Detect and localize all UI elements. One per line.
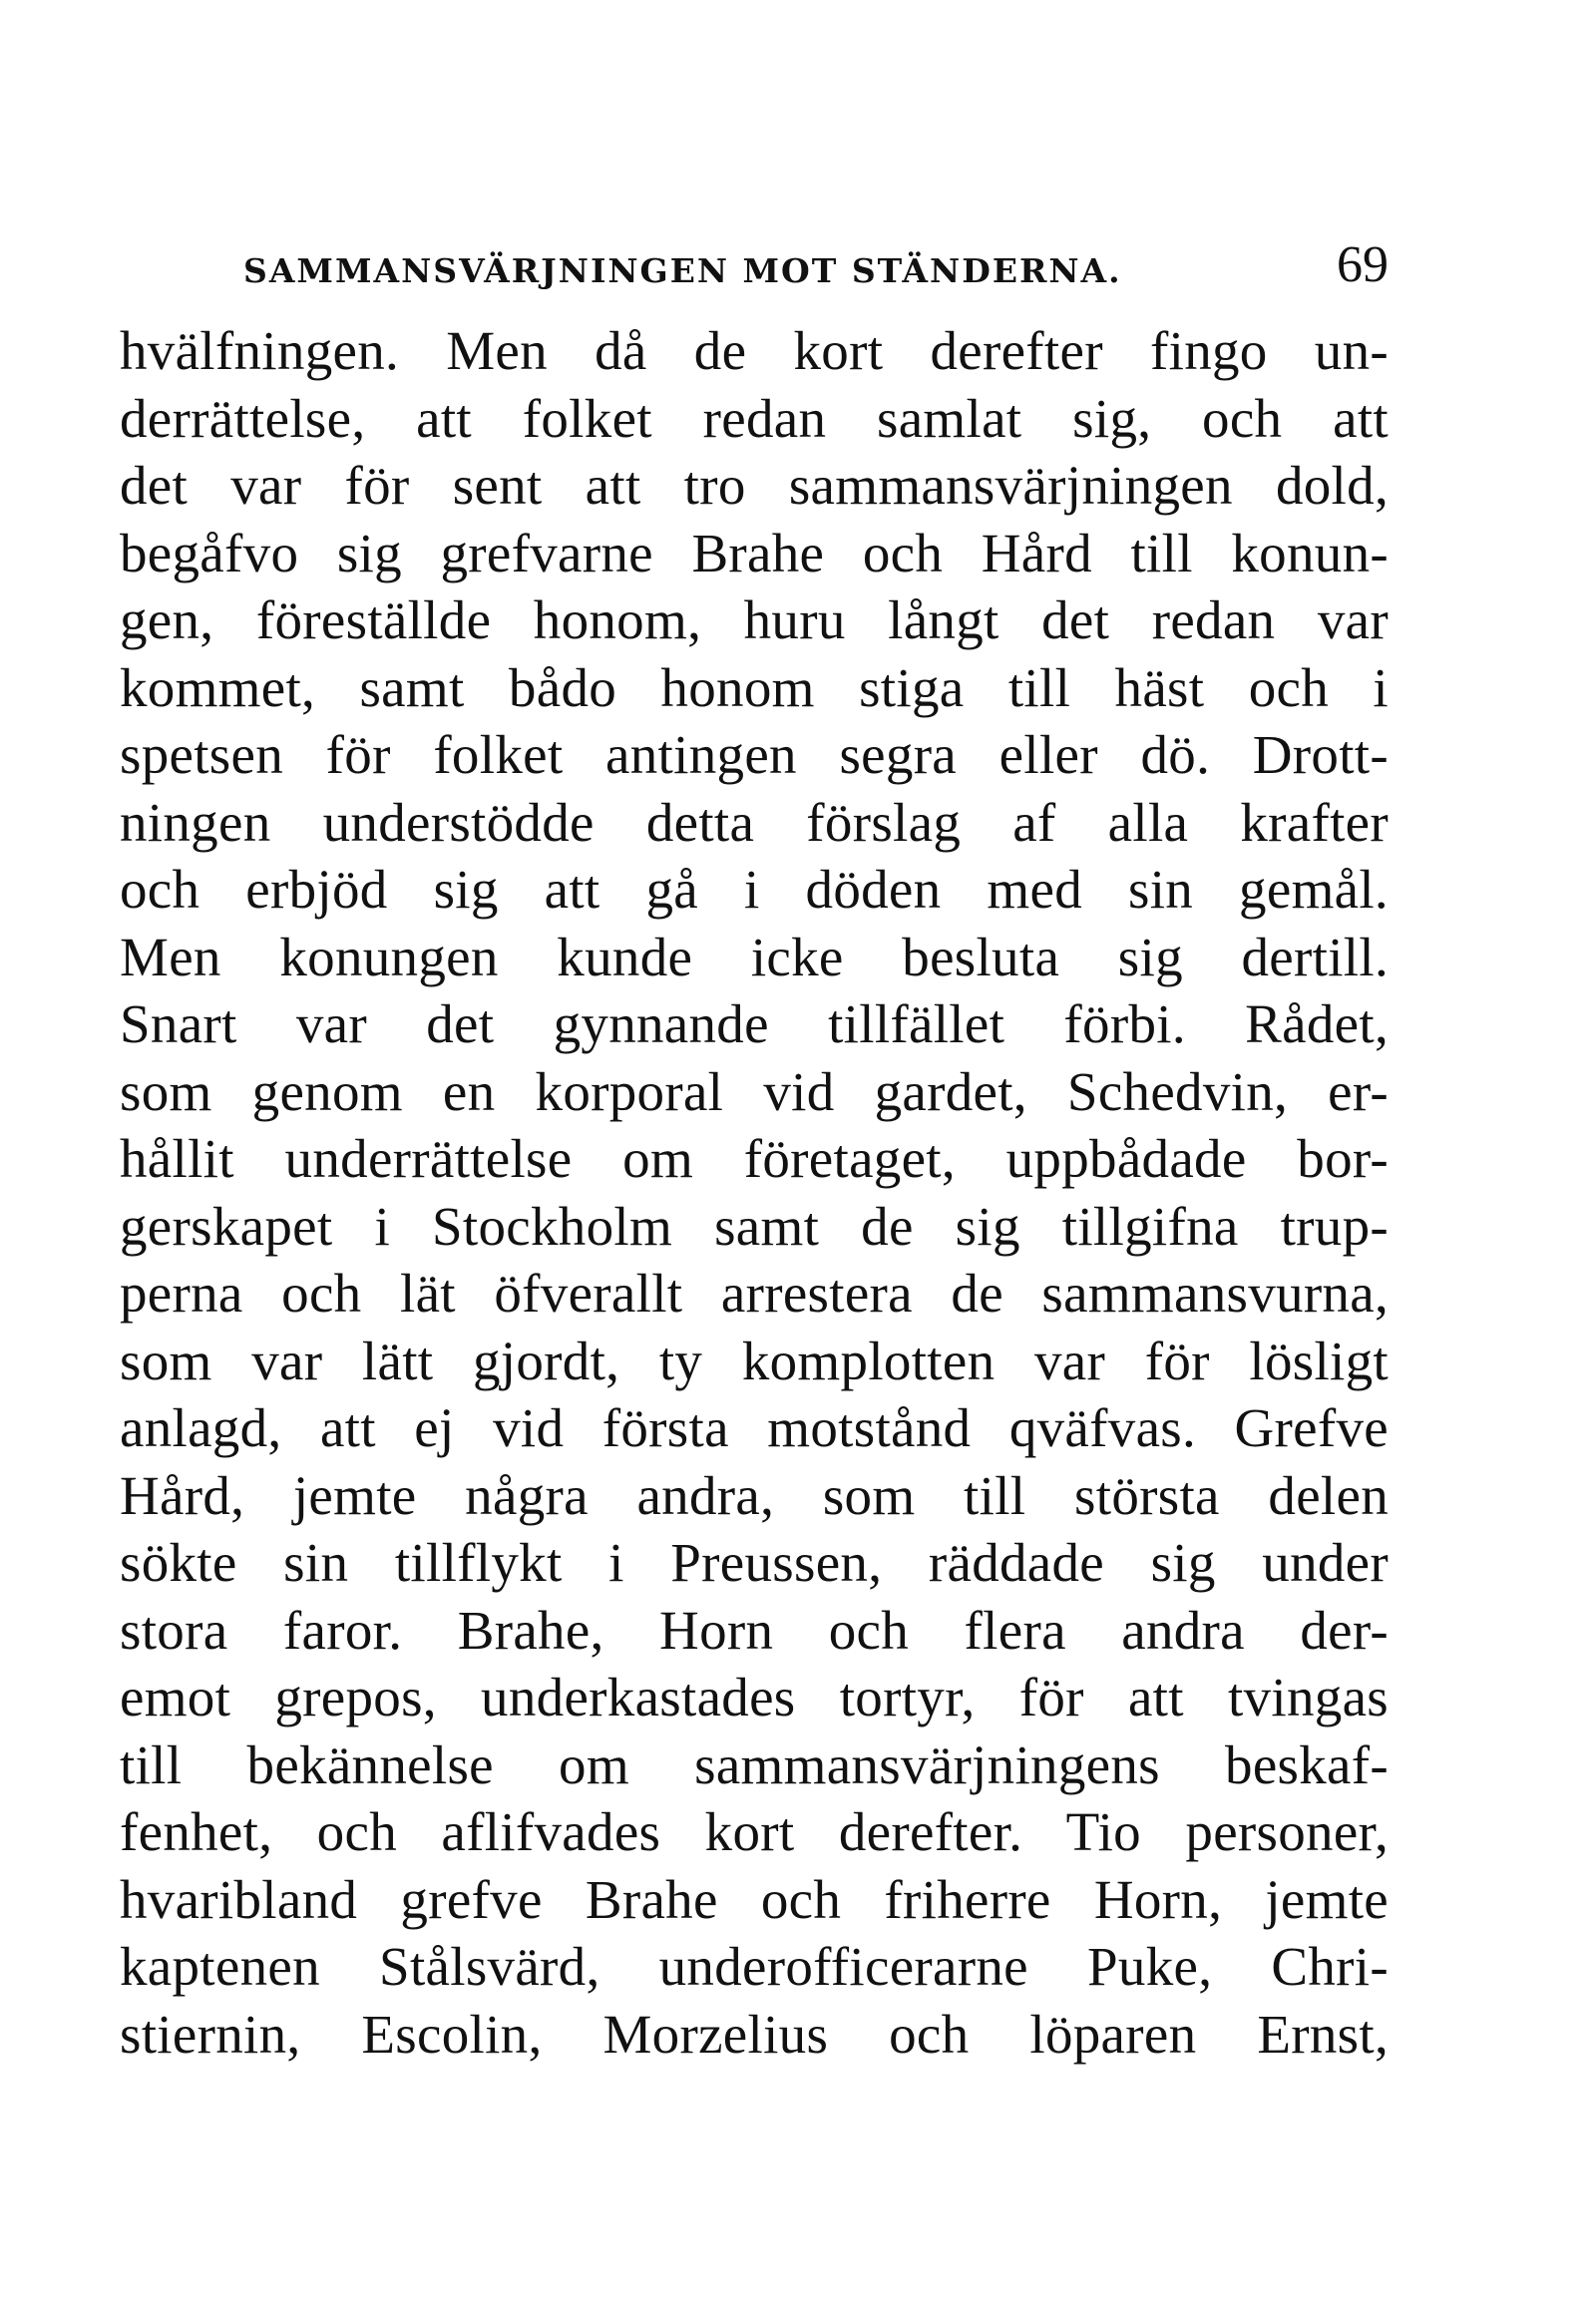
text-line: som var lätt gjordt, ty komplotten var för lösligt <box>120 1330 1389 1391</box>
text-line: begåfvo sig grefvarne Brahe och Hård till konun- <box>120 522 1389 583</box>
text-line: gen, föreställde honom, huru långt det redan var <box>120 589 1389 650</box>
text-line: Hård, jemte några andra, som till största delen <box>120 1464 1389 1526</box>
text-line: kommet, samt bådo honom stiga till häst och i <box>120 656 1389 718</box>
text-line: och erbjöd sig att gå i döden med sin gemål. <box>120 859 1389 920</box>
text-line: gerskapet i Stockholm samt de sig tillgifna trup- <box>120 1195 1389 1257</box>
body-text <box>120 317 1389 2068</box>
text-line: till bekännelse om sammansvärjningens beskaf- <box>120 1733 1389 1795</box>
text-line: som genom en korporal vid gardet, Schedvin, er- <box>120 1060 1389 1122</box>
text-line: fenhet, och aflifvades kort derefter. Tio personer, <box>120 1801 1389 1862</box>
text-line: hållit underrättelse om företaget, uppbådade bor- <box>120 1128 1389 1189</box>
running-head: SAMMANSVÄRJNINGEN MOT STÄNDERNA. <box>243 251 1122 290</box>
text-line: sökte sin tillflykt i Preussen, räddade sig under <box>120 1532 1389 1593</box>
text-line: perna och lät öfverallt arrestera de sammansvurna, <box>120 1263 1389 1324</box>
text-line: spetsen för folket antingen segra eller dö. Drott- <box>120 724 1389 785</box>
text-line: stora faror. Brahe, Horn och flera andra der- <box>120 1599 1389 1661</box>
text-line: Snart var det gynnande tillfället förbi. Rådet, <box>120 993 1389 1054</box>
page-number: 69 <box>1337 236 1389 293</box>
text-line: derrättelse, att folket redan samlat sig, och att <box>120 387 1389 449</box>
page-header <box>243 235 1389 305</box>
text-line: Men konungen kunde icke besluta sig dertill. <box>120 926 1389 987</box>
text-line: stiernin, Escolin, Morzelius och löparen Ernst, <box>120 2003 1389 2065</box>
text-line: hvälfningen. Men då de kort derefter fingo un- <box>120 320 1389 381</box>
text-line: det var för sent att tro sammansvärjningen dold, <box>120 455 1389 516</box>
text-line: emot grepos, underkastades tortyr, för att tvingas <box>120 1667 1389 1727</box>
text-line: hvaribland grefve Brahe och friherre Horn, jemte <box>120 1868 1389 1930</box>
text-line: anlagd, att ej vid första motstånd qväfvas. Grefve <box>120 1397 1389 1458</box>
text-line: kaptenen Stålsvärd, underofficerarne Puke, Chri- <box>120 1936 1389 1997</box>
text-line: ningen understödde detta förslag af alla krafter <box>120 791 1389 853</box>
